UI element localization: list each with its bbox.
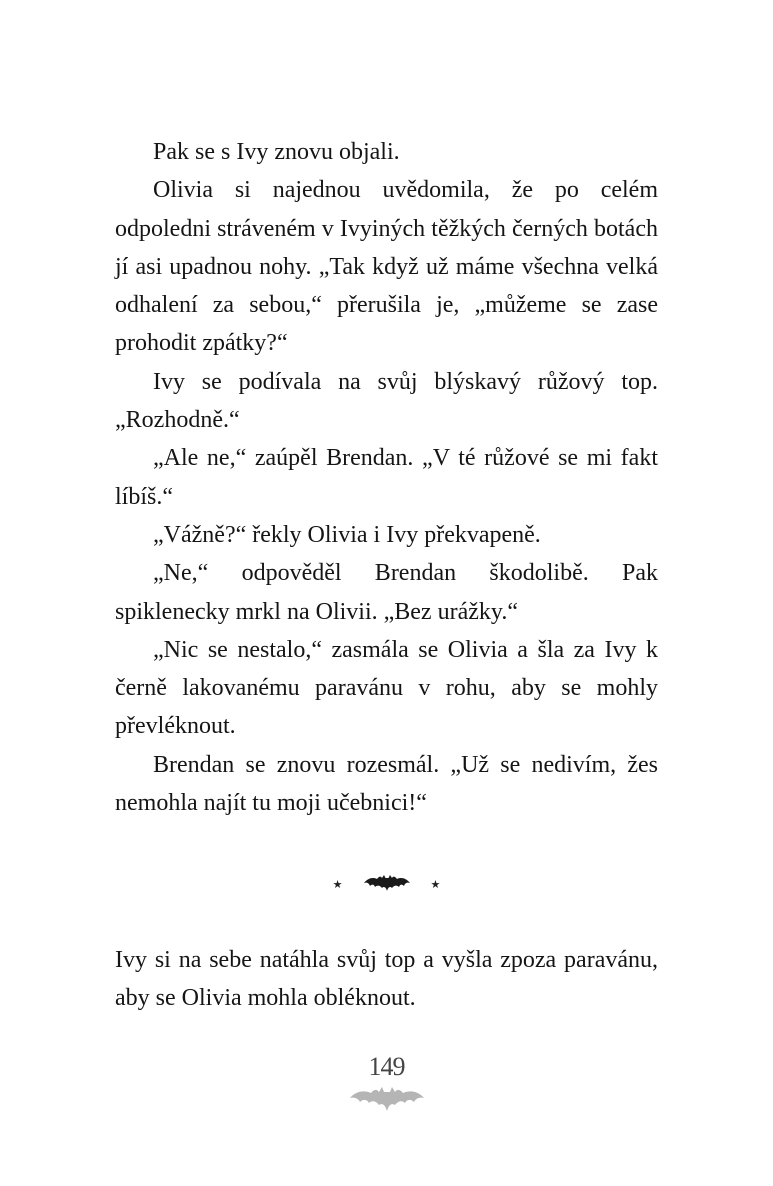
paragraph: Ivy si na sebe natáhla svůj top a vyšla zpoza paravánu, aby se Olivia mohla obléknout. [115,947,658,1012]
paragraph: „Vážně?“ řekly Olivia i Ivy překvapeně. [153,521,541,548]
paragraph: Ivy se podívala na svůj blýskavý růžový top. „Rozhodně.“ [115,368,658,434]
scene-break [0,872,773,896]
star-icon: ★ [430,877,441,891]
body-text [115,133,658,822]
paragraph: Pak se s Ivy znovu objali. [153,139,400,165]
paragraph: „Ne,“ odpověděl Brendan škodolibě. Pak spiklenecky mrkl na Olivii. „Bez urážky.“ [115,560,658,625]
bat-icon [349,1086,425,1114]
paragraph: Brendan se znovu rozesmál. „Už se nedivím, žes nemohla najít tu moji učebnici!“ [115,751,658,817]
star-icon: ★ [332,877,343,891]
body-text-continued [115,941,658,1018]
paragraph: Olivia si najednou uvědomila, že po celém odpoledni stráveném v Ivyiných těžkých černých botách jí asi upadnou nohy. „Tak když už máme všechna velká odhalení za sebou,“ přerušila je, „můžeme se zase prohodit zpátky?“ [115,177,658,357]
paragraph: „Nic se nestalo,“ zasmála se Olivia a šla za Ivy k černě lakovanému paravánu v rohu, aby se mohly převléknout. [115,636,658,740]
page-number: 149 [368,1052,405,1081]
bat-icon [363,874,411,894]
paragraph: „Ale ne,“ zaúpěl Brendan. „V té růžové se mi fakt líbíš.“ [115,445,658,510]
